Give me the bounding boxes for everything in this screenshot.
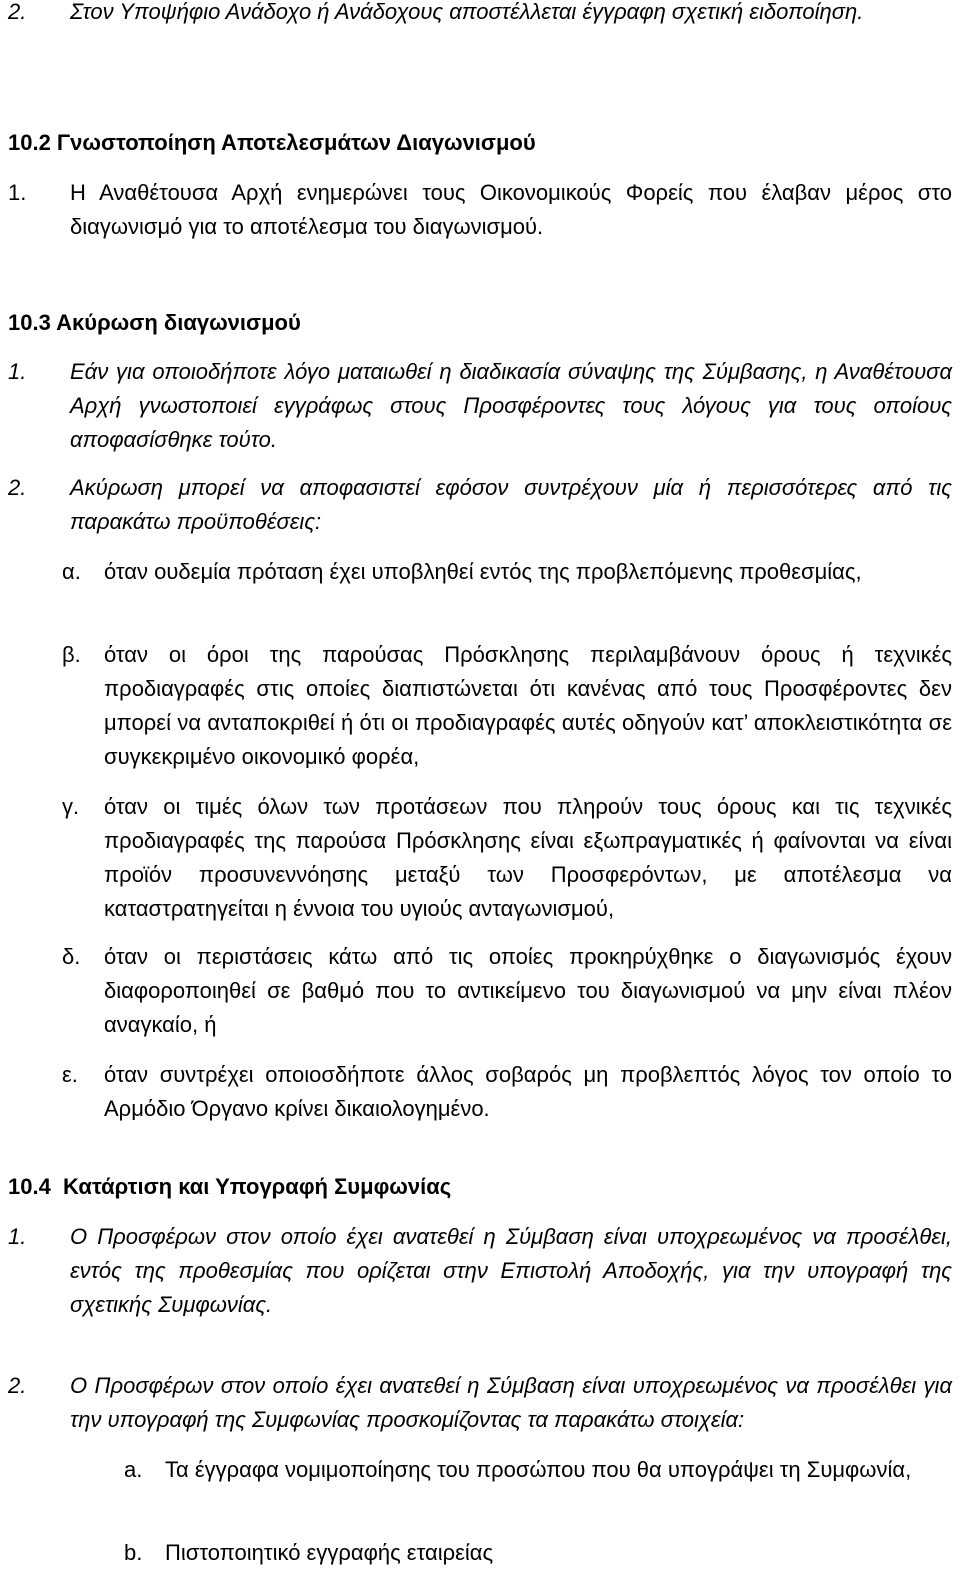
sub-item-letter: b.	[124, 1540, 143, 1565]
section-heading-10-4: 10.4 Κατάρτιση και Υπογραφή Συμφωνίας	[8, 1174, 452, 1199]
sub-item-text: όταν συντρέχει οποιοσδήποτε άλλος σοβαρός μη προβλεπτός λόγος τον οποίο το Αρμόδιο Όργανο κρίνει δικαιολογημένο.	[104, 1062, 952, 1121]
sub-item-text: όταν ουδεμία πρόταση έχει υποβληθεί εντός της προβλεπόμενης προθεσμίας,	[104, 559, 862, 584]
section-heading-10-2: 10.2 Γνωστοποίηση Αποτελεσμάτων Διαγωνισμού	[8, 130, 536, 155]
sub-item-letter: ε.	[62, 1062, 78, 1087]
section-heading-10-3: 10.3 Ακύρωση διαγωνισμού	[8, 310, 301, 335]
item-number: 1.	[8, 359, 27, 384]
sub-item-text: όταν οι περιστάσεις κάτω από τις οποίες προκηρύχθηκε ο διαγωνισμός έχουν διαφοροποιηθεί σε βαθμό που το αντικείμενο του διαγωνισμού να μην είναι πλέον αναγκαίο, ή	[104, 944, 952, 1037]
item-number: 2.	[8, 0, 27, 24]
list-item	[8, 471, 952, 539]
item-text: Ο Προσφέρων στον οποίο έχει ανατεθεί η Σύμβαση είναι υποχρεωμένος να προσέλθει για την υπογραφή της Συμφωνίας προσκομίζοντας τα παρακάτω στοιχεία:	[70, 1373, 952, 1432]
sub-item-letter: a.	[124, 1457, 143, 1482]
sub-item-letter: β.	[62, 642, 81, 667]
item-number: 2.	[8, 1373, 27, 1398]
sub-item	[62, 790, 952, 926]
sub-item-letter: γ.	[62, 794, 80, 819]
item-number: 1.	[8, 1224, 27, 1249]
sub-item	[62, 940, 952, 1042]
sub-item	[62, 1058, 952, 1126]
list-item	[8, 1220, 952, 1322]
sub-item-text: όταν οι όροι της παρούσας Πρόσκλησης περιλαμβάνουν όρους ή τεχνικές προδιαγραφές στις οποίες διαπιστώνεται ότι κανένας από τους Προσφέροντες δεν μπορεί να ανταποκριθεί ή ότι οι προδιαγραφές αυτές οδηγούν κατ’ αποκλειστικότητα σε συγκεκριμένο οικονομικό φορέα,	[104, 642, 952, 769]
sub-item-letter: δ.	[62, 944, 81, 969]
sub-item	[62, 555, 952, 589]
sub-item-text: Πιστοποιητικό εγγραφής εταιρείας	[165, 1540, 494, 1565]
item-text: Εάν για οποιοδήποτε λόγο ματαιωθεί η διαδικασία σύναψης της Σύμβασης, η Αναθέτουσα Αρχή γνωστοποιεί εγγράφως στους Προσφέροντες τους λόγους για τους οποίους αποφασίσθηκε τούτο.	[70, 359, 952, 452]
item-text: Ο Προσφέρων στον οποίο έχει ανατεθεί η Σύμβαση είναι υποχρεωμένος να προσέλθει, εντός της προθεσμίας που ορίζεται στην Επιστολή Αποδοχής, για την υπογραφή της σχετικής Συμφωνίας.	[70, 1224, 952, 1317]
list-item	[8, 0, 952, 29]
sub-item	[124, 1536, 952, 1570]
sub-item-text: Τα έγγραφα νομιμοποίησης του προσώπου που θα υπογράψει τη Συμφωνία,	[165, 1457, 912, 1482]
item-text: Η Αναθέτουσα Αρχή ενημερώνει τους Οικονομικούς Φορείς που έλαβαν μέρος στο διαγωνισμό για το αποτέλεσμα του διαγωνισμού.	[70, 180, 952, 239]
sub-item	[62, 638, 952, 774]
list-item	[8, 1369, 952, 1437]
item-text: Ακύρωση μπορεί να αποφασιστεί εφόσον συντρέχουν μία ή περισσότερες από τις παρακάτω προϋποθέσεις:	[70, 475, 952, 534]
item-text: Στον Υποψήφιο Ανάδοχο ή Ανάδοχους αποστέλλεται έγγραφη σχετική ειδοποίηση.	[70, 0, 864, 24]
sub-item-text: όταν οι τιμές όλων των προτάσεων που πληρούν τους όρους και τις τεχνικές προδιαγραφές της παρούσα Πρόσκλησης είναι εξωπραγματικές ή φαίνονται να είναι προϊόν προσυνεννόησης μεταξύ των Προσφερόντων, με αποτέλεσμα να καταστρατηγείται η έννοια του υγιούς ανταγωνισμού,	[104, 794, 952, 921]
sub-item-letter: α.	[62, 559, 81, 584]
item-number: 2.	[8, 475, 27, 500]
list-item	[8, 176, 952, 244]
item-number: 1.	[8, 180, 27, 205]
list-item	[8, 355, 952, 457]
sub-item	[124, 1453, 952, 1487]
